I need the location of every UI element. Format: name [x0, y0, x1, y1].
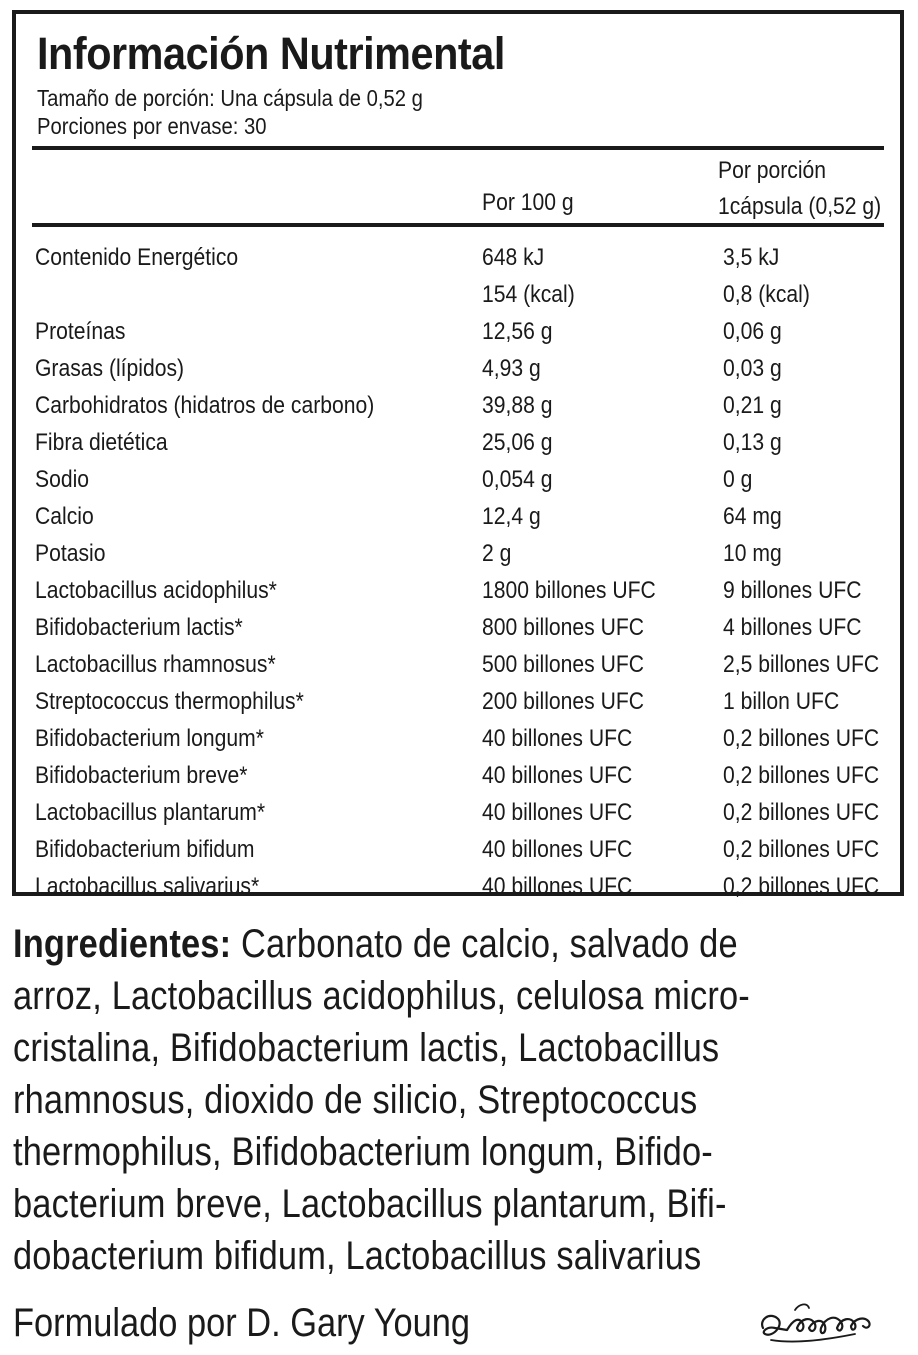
value-per-serving: 0,2 billones UFC	[723, 836, 880, 863]
value-per-100g: 40 billones UFC	[482, 799, 633, 826]
value-per-serving: 0,03 g	[723, 355, 782, 382]
value-per-100g: 800 billones UFC	[482, 614, 645, 641]
ingredients-text: Carbonato de calcio, salvado de	[231, 922, 738, 966]
value-per-100g: 25,06 g	[482, 429, 553, 456]
column-header-per-serving: Por porción	[718, 157, 827, 184]
value-per-serving: 0,2 billones UFC	[723, 799, 880, 826]
column-header-per-100g: Por 100 g	[482, 189, 574, 216]
table-row	[16, 239, 900, 276]
table-row	[16, 424, 900, 461]
ingredients-line: arroz, Lactobacillus acidophilus, celulosa micro-	[13, 974, 750, 1018]
ingredients-block	[13, 918, 913, 1282]
value-per-100g: 12,56 g	[482, 318, 553, 345]
formulated-by: Formulado por D. Gary Young	[13, 1301, 471, 1345]
value-per-100g: 200 billones UFC	[482, 688, 645, 715]
ingredients-line: thermophilus, Bifidobacterium longum, Bifido-	[13, 1130, 713, 1174]
value-per-serving: 0,13 g	[723, 429, 782, 456]
serving-size: Tamaño de porción: Una cápsula de 0,52 g	[37, 85, 423, 111]
table-row	[16, 609, 900, 646]
value-per-serving: 0 g	[723, 466, 753, 493]
value-per-100g: 648 kJ	[482, 244, 545, 271]
nutrient-name: Calcio	[35, 503, 94, 530]
value-per-100g: 500 billones UFC	[482, 651, 645, 678]
nutrient-name: Bifidobacterium lactis*	[35, 614, 243, 641]
signature-icon	[755, 1290, 885, 1350]
nutrient-name: Grasas (lípidos)	[35, 355, 185, 382]
nutrient-name: Bifidobacterium longum*	[35, 725, 264, 752]
nutrient-name: Streptococcus thermophilus*	[35, 688, 304, 715]
value-per-100g: 2 g	[482, 540, 512, 567]
servings-per-container: Porciones por envase: 30	[37, 113, 267, 139]
table-row	[16, 868, 900, 905]
nutrient-name: Lactobacillus acidophilus*	[35, 577, 277, 604]
ingredients-line: bacterium breve, Lactobacillus plantarum, Bifi-	[13, 1182, 727, 1226]
panel-title: Información Nutrimental	[37, 28, 505, 79]
nutrient-name: Sodio	[35, 466, 90, 493]
value-per-serving: 64 mg	[723, 503, 782, 530]
value-per-serving: 0,06 g	[723, 318, 782, 345]
ingredients-line: cristalina, Bifidobacterium lactis, Lactobacillus	[13, 1026, 720, 1070]
value-per-serving: 4 billones UFC	[723, 614, 862, 641]
table-row	[16, 757, 900, 794]
table-row	[16, 683, 900, 720]
table-row	[16, 350, 900, 387]
table-row	[16, 572, 900, 609]
value-per-100g: 154 (kcal)	[482, 281, 575, 308]
ingredients-label: Ingredientes:	[13, 922, 232, 966]
nutrient-name: Proteínas	[35, 318, 126, 345]
ingredients-line: rhamnosus, dioxido de silicio, Streptococcus	[13, 1078, 698, 1122]
value-per-100g: 40 billones UFC	[482, 836, 633, 863]
value-per-serving: 0,8 (kcal)	[723, 281, 810, 308]
column-header-per-serving-detail: 1cápsula (0,52 g)	[718, 193, 882, 220]
table-row	[16, 794, 900, 831]
value-per-serving: 1 billon UFC	[723, 688, 840, 715]
nutrient-name: Fibra dietética	[35, 429, 168, 456]
table-row	[16, 498, 900, 535]
value-per-serving: 0,2 billones UFC	[723, 873, 880, 900]
table-row	[16, 276, 900, 313]
table-row	[16, 535, 900, 572]
nutrient-name: Carbohidratos (hidatros de carbono)	[35, 392, 375, 419]
value-per-100g: 4,93 g	[482, 355, 541, 382]
value-per-serving: 0,21 g	[723, 392, 782, 419]
value-per-serving: 0,2 billones UFC	[723, 762, 880, 789]
nutrient-name: Bifidobacterium bifidum	[35, 836, 255, 863]
table-row	[16, 387, 900, 424]
nutrient-name: Potasio	[35, 540, 106, 567]
top-divider	[32, 146, 884, 150]
value-per-100g: 40 billones UFC	[482, 725, 633, 752]
value-per-100g: 40 billones UFC	[482, 762, 633, 789]
header-divider	[32, 223, 884, 227]
ingredients-line	[13, 918, 787, 970]
nutrition-facts-panel	[12, 10, 904, 900]
table-row	[16, 461, 900, 498]
value-per-serving: 2,5 billones UFC	[723, 651, 880, 678]
nutrient-name: Bifidobacterium breve*	[35, 762, 248, 789]
table-row	[16, 313, 900, 350]
value-per-100g: 40 billones UFC	[482, 873, 633, 900]
nutrient-table	[16, 239, 900, 905]
value-per-100g: 1800 billones UFC	[482, 577, 656, 604]
table-row	[16, 720, 900, 757]
table-row	[16, 831, 900, 868]
nutrient-name: Contenido Energético	[35, 244, 239, 271]
value-per-100g: 12,4 g	[482, 503, 541, 530]
table-row	[16, 646, 900, 683]
value-per-serving: 9 billones UFC	[723, 577, 862, 604]
value-per-serving: 0,2 billones UFC	[723, 725, 880, 752]
nutrient-name: Lactobacillus rhamnosus*	[35, 651, 276, 678]
ingredients-line: dobacterium bifidum, Lactobacillus salivarius	[13, 1234, 702, 1278]
value-per-100g: 39,88 g	[482, 392, 553, 419]
nutrient-name: Lactobacillus plantarum*	[35, 799, 266, 826]
value-per-serving: 10 mg	[723, 540, 782, 567]
value-per-100g: 0,054 g	[482, 466, 553, 493]
nutrient-name: Lactobacillus salivarius*	[35, 873, 260, 900]
value-per-serving: 3,5 kJ	[723, 244, 780, 271]
